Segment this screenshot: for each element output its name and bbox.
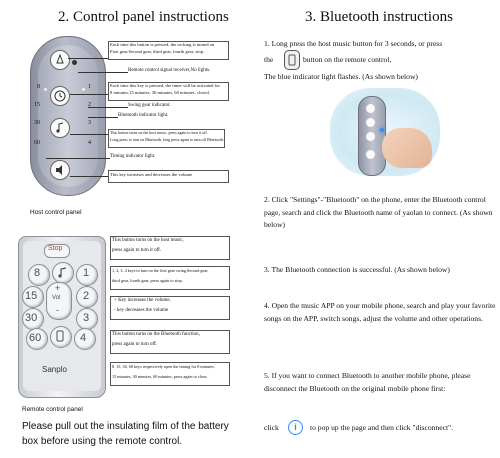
- remote-key-1-label: 1: [83, 267, 90, 279]
- remote-brand: Sanplo: [42, 365, 67, 374]
- mini-button: [366, 118, 375, 127]
- timing-led: [44, 88, 47, 91]
- leader-line: [88, 107, 128, 108]
- gear-led: [82, 88, 85, 91]
- step5-text: 5. If you want to connect Bluetooth to another mobile phone, please disconnect the Bluetooth on the original mobile phone first:: [264, 371, 471, 393]
- timer-button[interactable]: [50, 86, 70, 106]
- battery-footer-1: Please pull out the insulating film of the battery: [22, 421, 229, 432]
- host-panel-label: Host control panel: [30, 209, 82, 216]
- annotation-swing-1: Each time this button is pressed, the rocking is turned on: [110, 42, 215, 47]
- volume-button[interactable]: [50, 160, 70, 180]
- leader-line: [78, 72, 128, 73]
- hand-illustration: [382, 128, 432, 168]
- host-gear-2: 2: [88, 102, 91, 108]
- phone-icon: [55, 330, 65, 342]
- swing-button[interactable]: [50, 50, 70, 70]
- annotation-timer-2: 8 minutes,15 minutes, 30 minutes, 60 minutes, closed.: [110, 90, 210, 95]
- control-panel-title: 2. Control panel instructions: [58, 9, 229, 25]
- step5-click: click: [264, 423, 279, 432]
- host-gear-4: 4: [88, 140, 91, 146]
- remote-annotation-music-2: press again to turn it off.: [112, 248, 162, 253]
- remote-annotation-volume-1: + Key increases the volume,: [114, 298, 171, 303]
- mini-button: [366, 150, 375, 159]
- step4-text: 4. Open the music APP on your mobile phone, search and play your favorite songs on the APP, switch songs, adjust the volume and other operations.: [264, 301, 496, 323]
- clock-icon: [51, 87, 69, 105]
- annotation-swing-2: First gear,Second gear, third gear, fourth gear, stop.: [110, 49, 205, 54]
- step2-text: 2. Click "Settings"-"Bluetooth" on the phone, enter the Bluetooth control page, search and click the Bluetooth name of yaolan to connect. (As shown below): [264, 195, 493, 229]
- annotation-music-1: This button turns on the host music, press again to turn it off.: [110, 130, 208, 135]
- remote-annotation-timer-2: 15 minutes, 30 minutes, 60 minutes, press again to close.: [112, 374, 208, 379]
- annotation-timer-1: Each time this key is pressed, the timer will be activated for: [110, 83, 220, 88]
- host-timer-30: 30: [34, 120, 40, 126]
- volume-label: Vol: [52, 295, 61, 301]
- step1-line1: 1. Long press the host music button for 3 seconds, or press: [264, 39, 443, 48]
- music-note-icon: [51, 119, 69, 137]
- host-gear-3: 3: [88, 120, 91, 126]
- leader-line: [46, 158, 110, 159]
- remote-annotation-bt-1: This button turns on the Bluetooth function,: [112, 332, 200, 337]
- host-gear-1: 1: [88, 84, 91, 90]
- leader-line: [70, 134, 108, 135]
- remote-key-2-label: 2: [83, 290, 90, 302]
- remote-key-15-label: 15: [25, 290, 38, 302]
- remote-annotation-gear-1: 1, 2, 3, 4 keys to turn on the first gear swing,Second gear,: [112, 268, 209, 273]
- music-button[interactable]: [50, 118, 70, 138]
- volume-plus: +: [55, 283, 61, 293]
- remote-key-30-label: 30: [25, 312, 38, 324]
- leader-line: [88, 117, 118, 118]
- leader-line: [68, 58, 108, 59]
- step1-the: the: [264, 55, 274, 64]
- host-timer-15: 15: [34, 102, 40, 108]
- music-note-icon: [56, 266, 68, 278]
- remote-annotation-music-1: This button turns on the host music,: [112, 238, 184, 243]
- remote-annotation-volume-2: - key decreases the volume: [114, 308, 169, 313]
- stop-label: Stop: [48, 245, 63, 252]
- bell-icon: [51, 51, 69, 69]
- speaker-icon: [51, 161, 69, 179]
- leader-line: [70, 176, 108, 177]
- remote-panel-label: Remote control panel: [22, 406, 83, 413]
- annotation-timing-indicator: Timing indicator light.: [110, 154, 156, 159]
- volume-minus: -: [56, 305, 59, 315]
- phone-icon: [285, 51, 299, 69]
- mini-button: [366, 104, 375, 113]
- host-timer-8: 8: [37, 84, 40, 90]
- host-timer-60: 60: [34, 140, 40, 146]
- remote-annotation-timer-1: 8, 15, 30, 60 keys respectively open the timing for 8 minutes,: [112, 364, 215, 369]
- remote-key-60-label: 60: [29, 332, 42, 344]
- battery-footer-2: box before using the remote control.: [22, 436, 183, 447]
- remote-key-8-label: 8: [34, 267, 41, 279]
- leader-line: [70, 94, 108, 95]
- annotation-receiver: Remote control signal receiver,No lights.: [128, 68, 211, 73]
- step3-text: 3. The Bluetooth connection is successful. (As shown below): [264, 265, 450, 274]
- remote-bt-button-icon: [284, 50, 300, 70]
- annotation-music-2: Long press to turn on Bluetooth, long press again to turn off Bluetooth.: [110, 137, 224, 142]
- mini-button: [366, 132, 375, 141]
- remote-key-4-label: 4: [80, 332, 87, 344]
- annotation-gear-indicator: Swing gear indicator.: [128, 103, 171, 108]
- step5-after-icon: to pop up the page and then click "disconnect".: [310, 423, 454, 432]
- remote-receiver: [72, 60, 77, 65]
- info-icon[interactable]: i: [288, 420, 303, 435]
- step1-line3: The blue indicator light flashes. (As shown below): [264, 72, 418, 81]
- annotation-volume: This key increases and decreases the volume: [110, 172, 193, 177]
- bluetooth-title: 3. Bluetooth instructions: [305, 9, 453, 25]
- step1-after-icon: button on the remote control,: [303, 55, 392, 64]
- annotation-bt-indicator: Bluetooth indicator light.: [118, 113, 169, 118]
- remote-key-3-label: 3: [83, 312, 90, 324]
- remote-annotation-bt-2: press again to turn off.: [112, 342, 158, 347]
- blue-led: [380, 128, 384, 132]
- remote-annotation-gear-2: third gear, fourth gear, press again to stop.: [112, 278, 183, 283]
